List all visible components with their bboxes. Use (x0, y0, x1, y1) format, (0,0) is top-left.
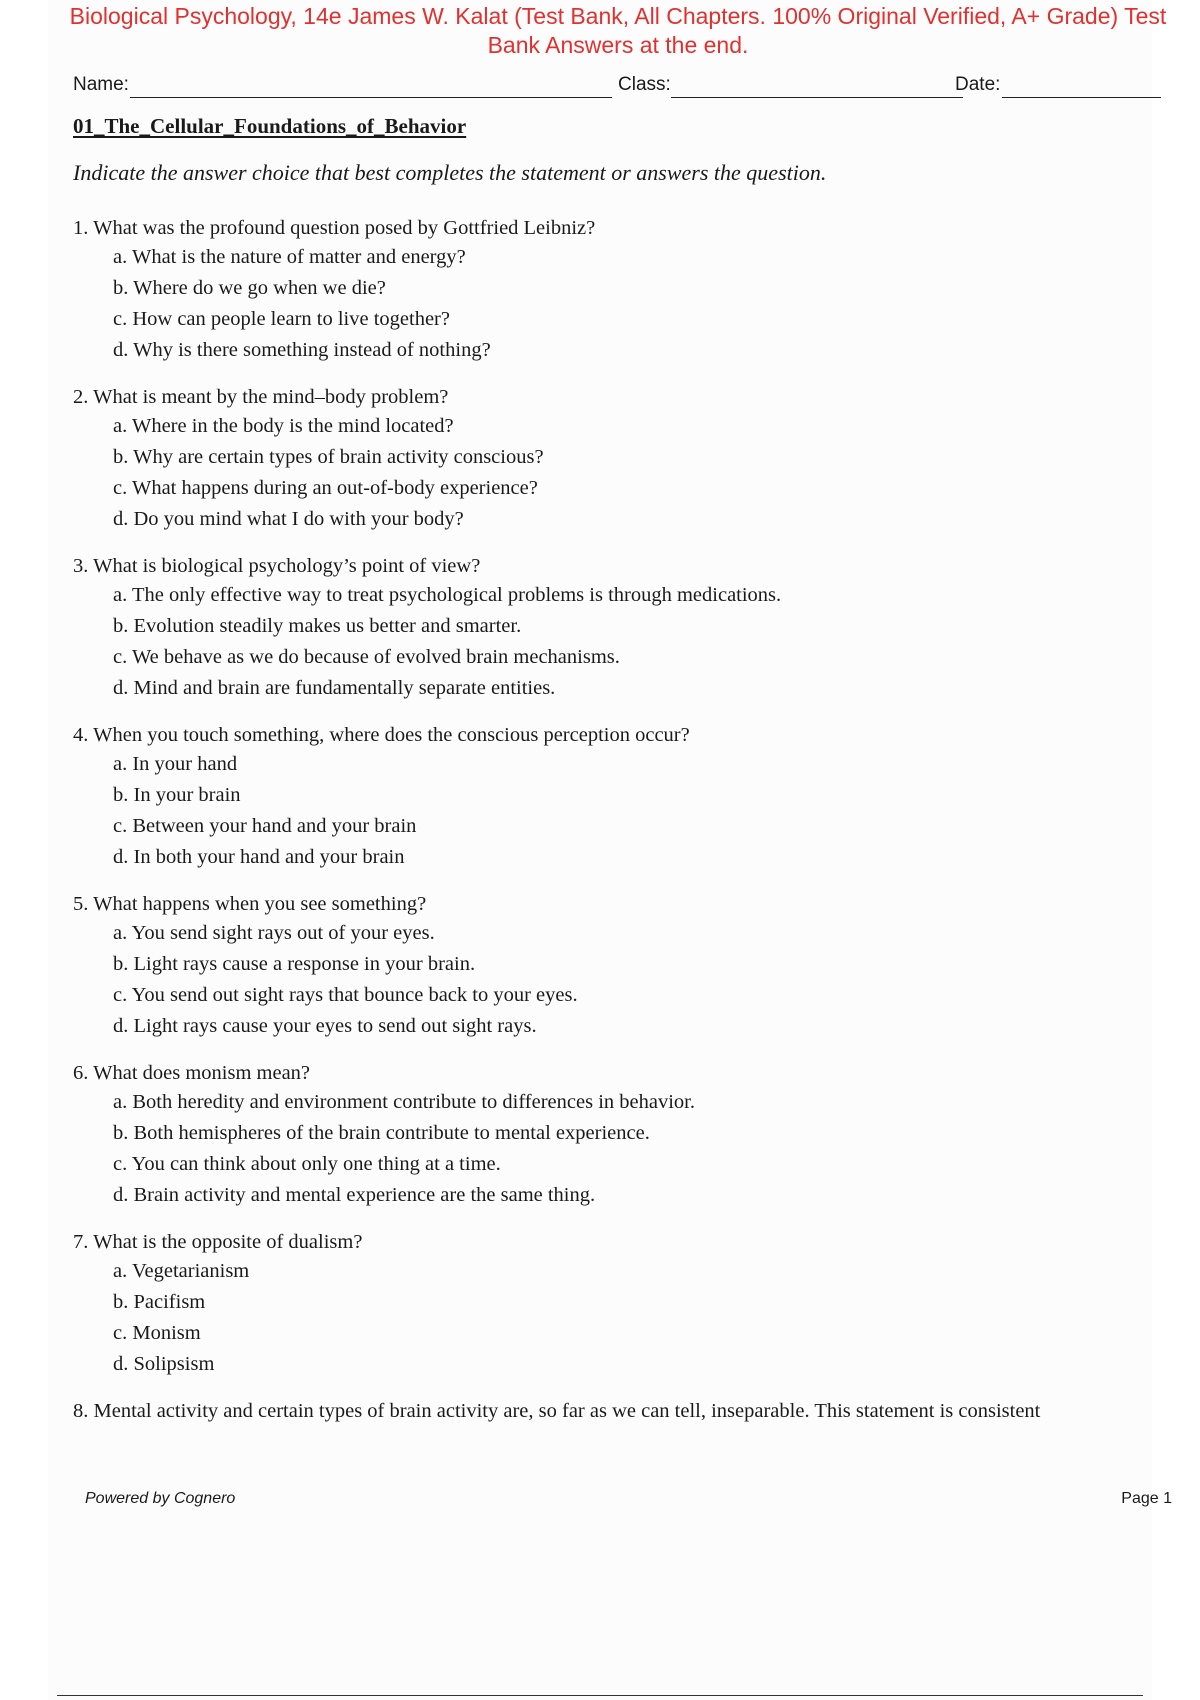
question-4 (73, 721, 1133, 873)
banner-line-1: Biological Psychology, 14e James W. Kalat (Test Bank, All Chapters. 100% Original Verified, A+ Grade) Test (69, 3, 1167, 29)
date-label: Date: (955, 74, 1001, 95)
section-title: 01_The_Cellular_Foundations_of_Behavior (73, 114, 467, 138)
choice-b: b. Evolution steadily makes us better and smarter. (113, 615, 522, 637)
choice-c: c. What happens during an out-of-body experience? (113, 477, 538, 499)
choice-b: b. Both hemispheres of the brain contribute to mental experience. (113, 1122, 650, 1144)
right-margin-band (1152, 0, 1200, 1700)
choice-a: a. Where in the body is the mind located? (113, 415, 454, 437)
question-stem: 7. What is the opposite of dualism? (73, 1231, 363, 1253)
question-7 (73, 1228, 1133, 1380)
choice-a: a. Both heredity and environment contribute to differences in behavior. (113, 1091, 695, 1113)
choice-c: c. You send out sight rays that bounce back to your eyes. (113, 984, 578, 1006)
choice-d: d. Brain activity and mental experience are the same thing. (113, 1184, 596, 1206)
choice-a: a. What is the nature of matter and energy? (113, 246, 466, 268)
promo-banner (0, 2, 1200, 60)
choice-c: c. You can think about only one thing at a time. (113, 1153, 501, 1175)
banner-line-2: Bank Answers at the end. (487, 32, 749, 58)
choice-d: d. Mind and brain are fundamentally separate entities. (113, 677, 556, 699)
choice-d: d. Why is there something instead of nothing? (113, 339, 491, 361)
choice-c: c. We behave as we do because of evolved brain mechanisms. (113, 646, 620, 668)
class-field[interactable] (671, 97, 963, 98)
choice-d: d. Do you mind what I do with your body? (113, 508, 464, 530)
choice-a: a. In your hand (113, 753, 238, 775)
bottom-divider (57, 1695, 1143, 1696)
question-6 (73, 1059, 1133, 1211)
choice-b: b. Light rays cause a response in your brain. (113, 953, 476, 975)
choice-a: a. The only effective way to treat psychological problems is through medications. (113, 584, 782, 606)
choice-b: b. In your brain (113, 784, 241, 806)
left-margin-band (0, 0, 48, 1700)
question-3 (73, 552, 1133, 704)
class-label: Class: (618, 74, 671, 95)
powered-by-label: Powered by Cognero (85, 1490, 236, 1507)
question-2 (73, 383, 1133, 535)
question-stem: 5. What happens when you see something? (73, 893, 427, 915)
question-stem: 6. What does monism mean? (73, 1062, 311, 1084)
question-stem: 3. What is biological psychology’s point of view? (73, 555, 481, 577)
question-8 (73, 1397, 1133, 1425)
name-label: Name: (73, 74, 129, 95)
question-1 (73, 214, 1133, 366)
choice-b: b. Why are certain types of brain activity conscious? (113, 446, 544, 468)
instructions: Indicate the answer choice that best completes the statement or answers the question. (73, 160, 827, 185)
question-5 (73, 890, 1133, 1042)
question-list (73, 214, 1133, 1425)
choice-d: d. In both your hand and your brain (113, 846, 405, 868)
choice-d: d. Solipsism (113, 1353, 215, 1375)
page-number: Page 1 (1121, 1490, 1172, 1507)
question-stem: 2. What is meant by the mind–body problem? (73, 386, 449, 408)
choice-a: a. Vegetarianism (113, 1260, 250, 1282)
choice-a: a. You send sight rays out of your eyes. (113, 922, 435, 944)
choice-b: b. Where do we go when we die? (113, 277, 386, 299)
student-info-fields (73, 72, 1161, 102)
question-stem: 8. Mental activity and certain types of brain activity are, so far as we can tell, inseparable. This statement is consistent (73, 1400, 1041, 1422)
choice-c: c. Monism (113, 1322, 201, 1344)
question-stem: 4. When you touch something, where does the conscious perception occur? (73, 724, 690, 746)
name-field[interactable] (130, 97, 612, 98)
date-field[interactable] (1002, 97, 1161, 98)
choice-c: c. Between your hand and your brain (113, 815, 417, 837)
choice-d: d. Light rays cause your eyes to send out sight rays. (113, 1015, 537, 1037)
question-stem: 1. What was the profound question posed by Gottfried Leibniz? (73, 217, 596, 239)
choice-c: c. How can people learn to live together? (113, 308, 450, 330)
choice-b: b. Pacifism (113, 1291, 206, 1313)
